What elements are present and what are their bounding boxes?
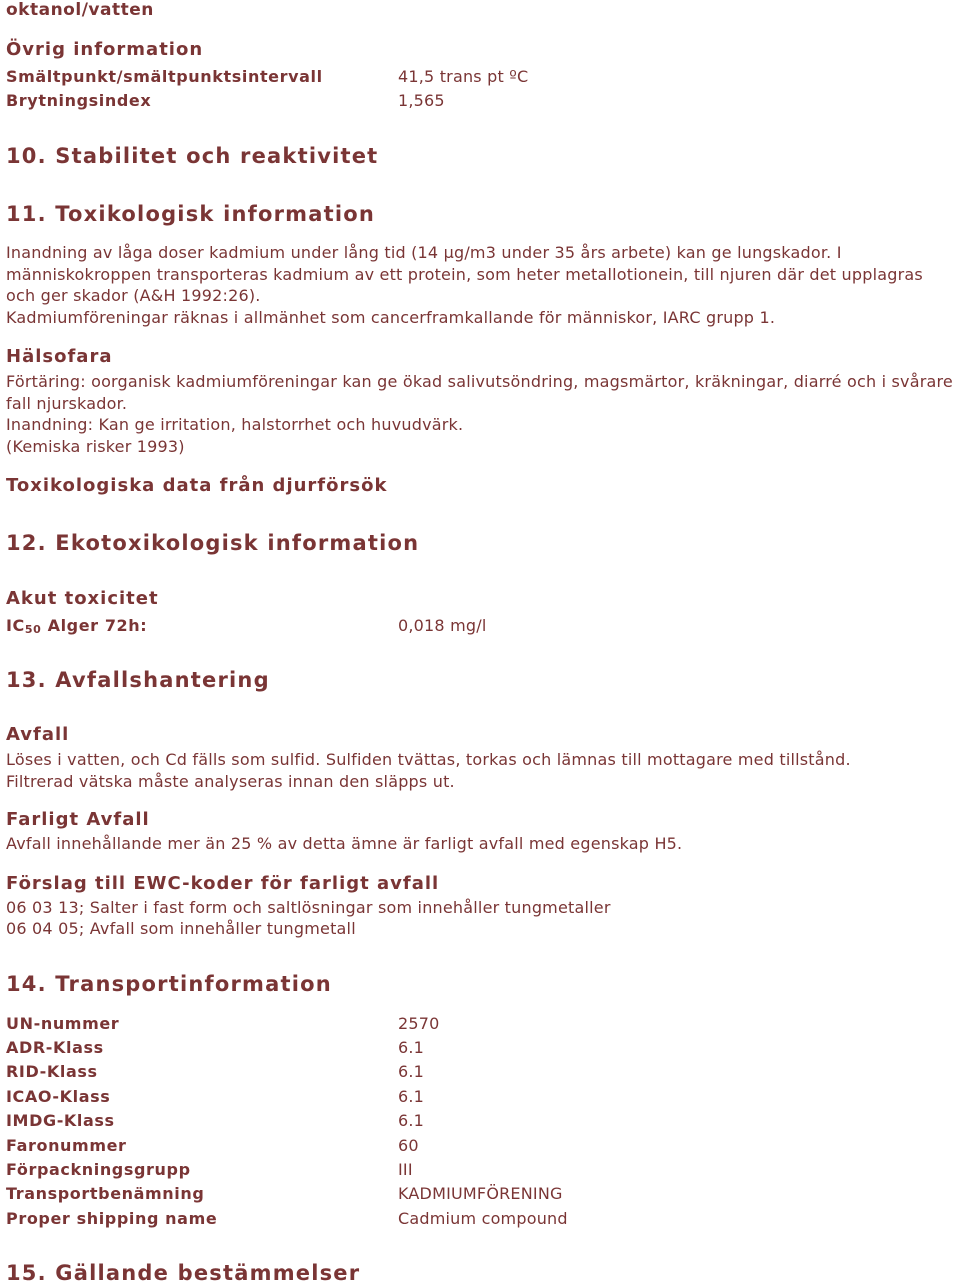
transport-label: ICAO-Klass xyxy=(6,1087,111,1106)
ic-prefix: IC xyxy=(6,616,25,635)
farligt-avfall-paragraph: Avfall innehållande mer än 25 % av detta ämne är farligt avfall med egenskap H5. xyxy=(6,834,683,853)
avfall-heading: Avfall xyxy=(6,724,70,745)
transport-value: KADMIUMFÖRENING xyxy=(398,1184,563,1203)
transport-value: 2570 xyxy=(398,1014,440,1033)
transport-label: ADR-Klass xyxy=(6,1038,104,1057)
transport-value: 60 xyxy=(398,1136,419,1155)
transport-value: III xyxy=(398,1160,413,1179)
transport-label: Proper shipping name xyxy=(6,1209,218,1228)
ewc-code-1: 06 03 13; Salter i fast form och saltlösningar som innehåller tungmetaller xyxy=(6,898,611,917)
toxikologi-paragraph-2: Kadmiumföreningar räknas i allmänhet som cancerframkallande för människor, IARC grupp 1. xyxy=(6,308,776,327)
section-15-heading: 15. Gällande bestämmelser xyxy=(6,1261,361,1285)
halsofara-paragraph-1: Förtäring: oorganisk kadmiumföreningar kan ge ökad salivutsöndring, magsmärtor, kräkningar, diarré och i svårare fall njurskador. xyxy=(6,372,953,413)
transport-value: 6.1 xyxy=(398,1111,425,1130)
ewc-heading: Förslag till EWC-koder för farligt avfall xyxy=(6,873,440,894)
halsofara-heading: Hälsofara xyxy=(6,346,113,367)
ic50-value: 0,018 mg/l xyxy=(398,616,487,635)
ovrig-heading: Övrig information xyxy=(6,39,204,60)
smaltpunkt-label: Smältpunkt/smältpunktsintervall xyxy=(6,67,323,86)
transport-value: Cadmium compound xyxy=(398,1209,568,1228)
transport-label: RID-Klass xyxy=(6,1062,98,1081)
ic-subscript: 50 xyxy=(24,623,42,636)
transport-value: 6.1 xyxy=(398,1038,425,1057)
transport-label: Faronummer xyxy=(6,1136,127,1155)
transport-value: 6.1 xyxy=(398,1087,425,1106)
ic50-label xyxy=(6,616,147,636)
transport-label: Transportbenämning xyxy=(6,1184,205,1203)
avfall-paragraph-1: Löses i vatten, och Cd fälls som sulfid. Sulfiden tvättas, torkas och lämnas till mottagare med tillstånd. xyxy=(6,750,851,769)
akut-toxicitet-heading: Akut toxicitet xyxy=(6,588,159,609)
section-14-heading: 14. Transportinformation xyxy=(6,972,332,996)
smaltpunkt-value: 41,5 trans pt ºC xyxy=(398,67,529,86)
farligt-avfall-heading: Farligt Avfall xyxy=(6,809,150,830)
ic-rest: Alger 72h: xyxy=(41,616,148,635)
top-fragment-text: oktanol/vatten xyxy=(6,0,154,20)
brytningsindex-label: Brytningsindex xyxy=(6,91,152,110)
transport-label: IMDG-Klass xyxy=(6,1111,115,1130)
halsofara-paragraph-2: Inandning: Kan ge irritation, halstorrhet och huvudvärk. xyxy=(6,415,464,434)
halsofara-source: (Kemiska risker 1993) xyxy=(6,437,185,456)
avfall-paragraph-2: Filtrerad vätska måste analyseras innan den släpps ut. xyxy=(6,772,455,791)
brytningsindex-value: 1,565 xyxy=(398,91,445,110)
transport-value: 6.1 xyxy=(398,1062,425,1081)
transport-label: UN-nummer xyxy=(6,1014,120,1033)
transport-label: Förpackningsgrupp xyxy=(6,1160,191,1179)
section-11-heading: 11. Toxikologisk information xyxy=(6,202,376,226)
section-10-heading: 10. Stabilitet och reaktivitet xyxy=(6,144,379,168)
toxikologi-paragraph-1: Inandning av låga doser kadmium under lång tid (14 µg/m3 under 35 års arbete) kan ge lungskador. I människokroppen transporteras kadmium av ett protein, som heter metallotionein, till njuren där det upplagras och ger skador (A&H 1992:26). xyxy=(6,243,923,305)
djurforsok-heading: Toxikologiska data från djurförsök xyxy=(6,475,388,496)
section-12-heading: 12. Ekotoxikologisk information xyxy=(6,531,420,555)
section-13-heading: 13. Avfallshantering xyxy=(6,668,270,692)
ewc-code-2: 06 04 05; Avfall som innehåller tungmetall xyxy=(6,919,356,938)
